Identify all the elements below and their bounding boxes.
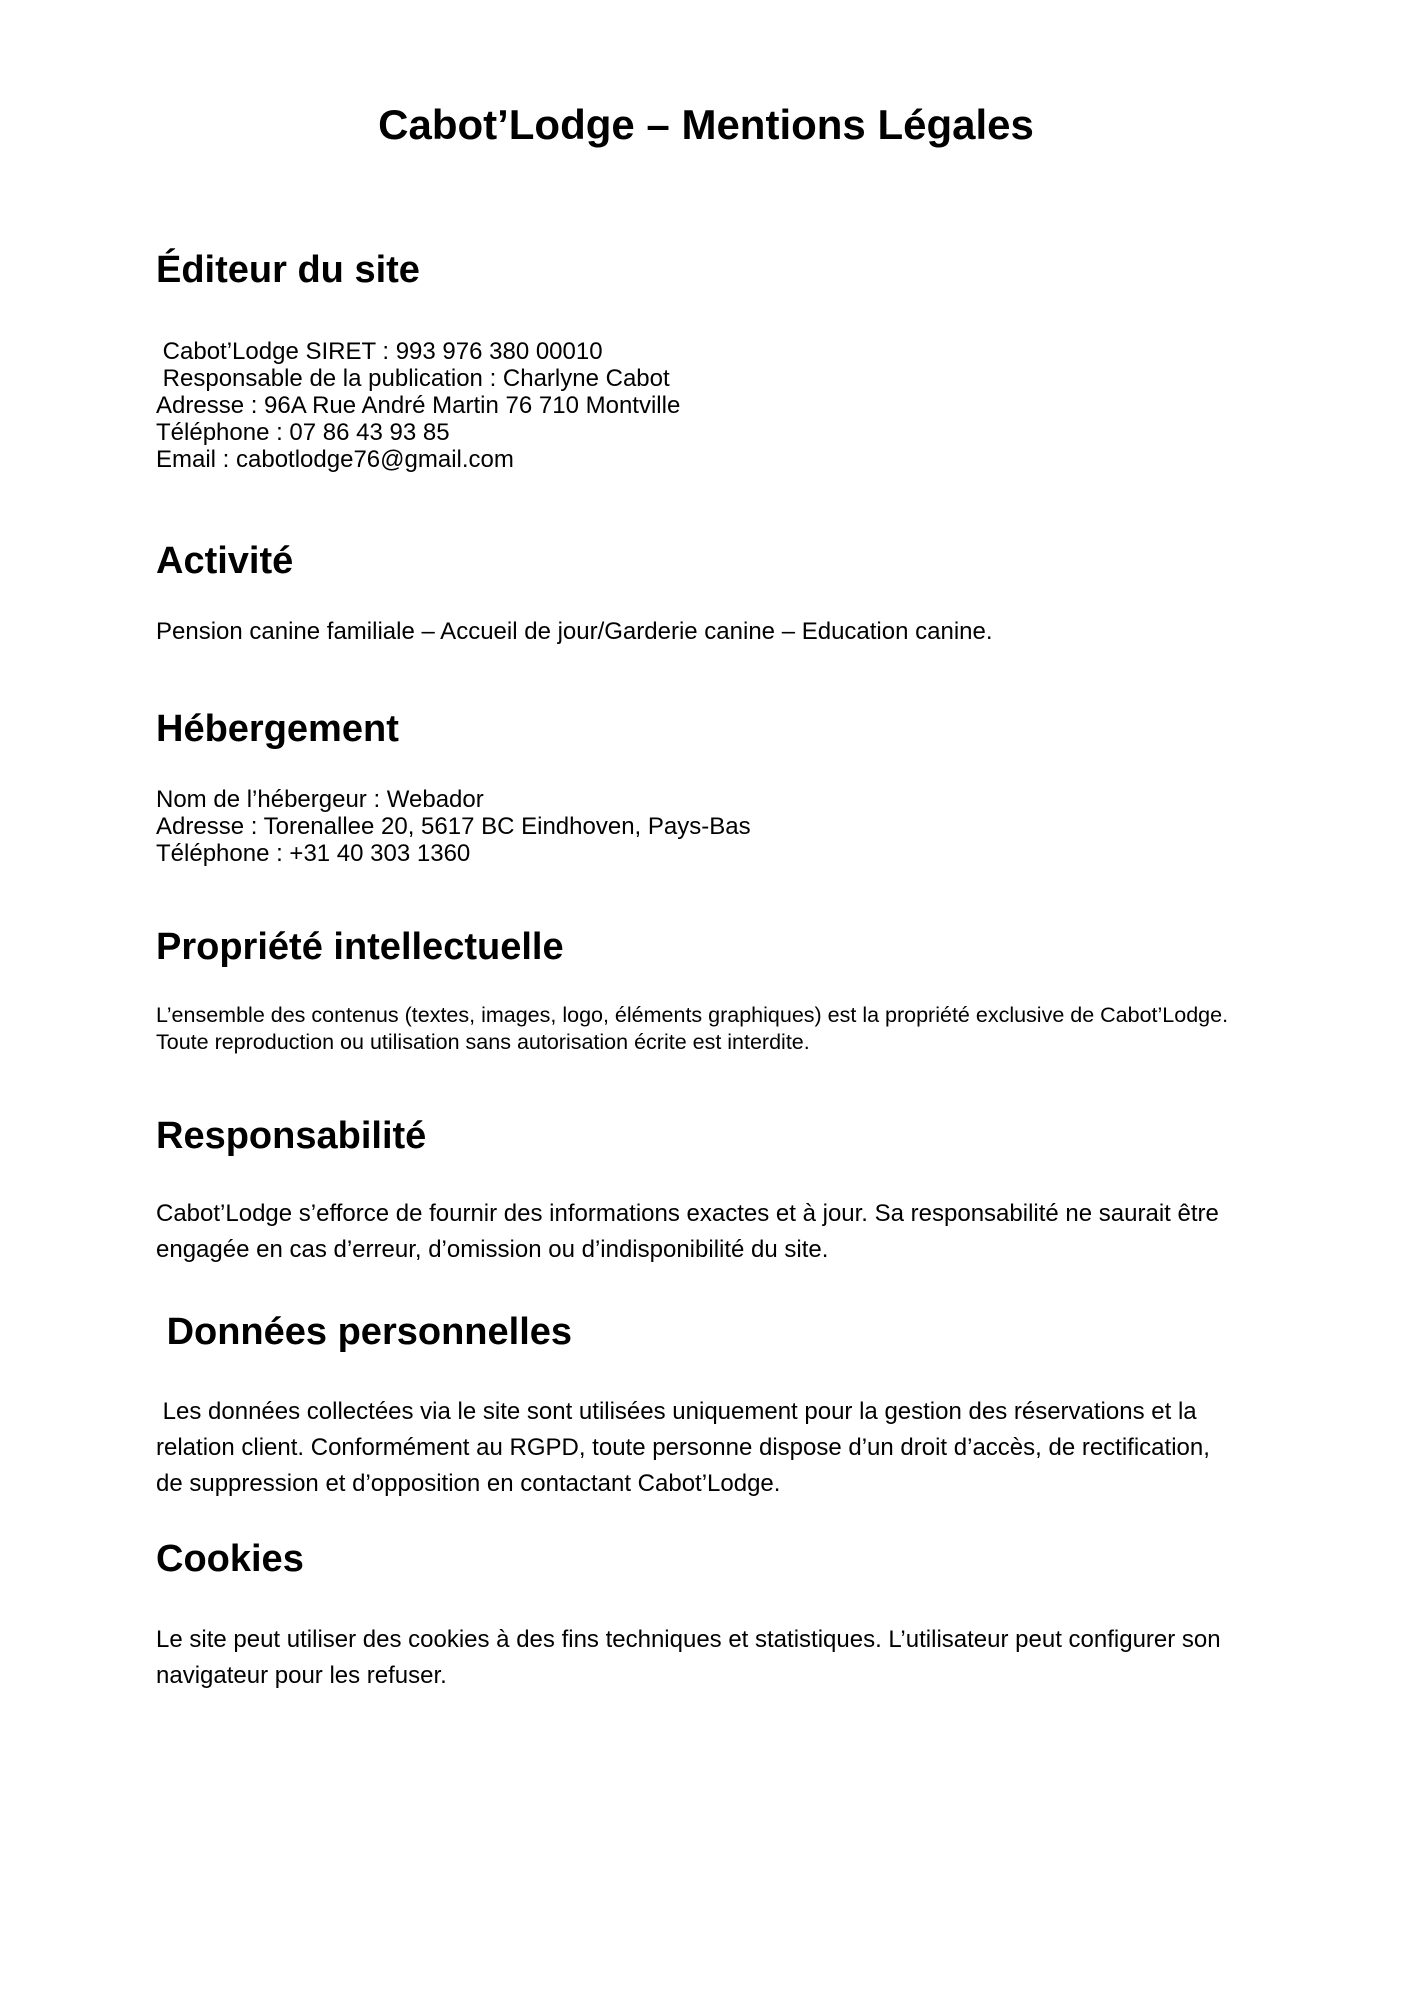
liability-paragraph-line: Cabot’Lodge s’efforce de fournir des informations exactes et à jour. Sa responsabilité ne saurait être bbox=[156, 1200, 1219, 1227]
cookies-paragraph-line: Le site peut utiliser des cookies à des fins techniques et statistiques. L’utilisateur peut configurer son bbox=[156, 1626, 1221, 1653]
section-heading-responsabilite: Responsabilité bbox=[156, 1115, 427, 1157]
section-body-propriete bbox=[156, 1002, 1256, 1056]
section-heading-propriete: Propriété intellectuelle bbox=[156, 926, 564, 968]
section-heading-activite: Activité bbox=[156, 540, 294, 582]
document-content bbox=[156, 100, 1256, 1694]
gdpr-paragraph-line: de suppression et d’opposition en contactant Cabot’Lodge. bbox=[156, 1470, 781, 1497]
section-activite bbox=[156, 538, 1256, 645]
section-body-hebergement bbox=[156, 786, 1256, 867]
section-responsabilite bbox=[156, 1113, 1256, 1268]
host-phone-line: Téléphone : +31 40 303 1360 bbox=[156, 840, 471, 867]
cookies-paragraph-line: navigateur pour les refuser. bbox=[156, 1662, 447, 1689]
section-body-editeur bbox=[156, 338, 1256, 473]
email-line: Email : cabotlodge76@gmail.com bbox=[156, 446, 514, 473]
host-address-line: Adresse : Torenallee 20, 5617 BC Eindhoven, Pays-Bas bbox=[156, 813, 751, 840]
section-hebergement bbox=[156, 706, 1256, 867]
publication-manager-line: Responsable de la publication : Charlyne Cabot bbox=[156, 365, 670, 392]
activity-line: Pension canine familiale – Accueil de jour/Garderie canine – Education canine. bbox=[156, 618, 993, 645]
gdpr-paragraph-line: relation client. Conformément au RGPD, toute personne dispose d’un droit d’accès, de rectification, bbox=[156, 1434, 1210, 1461]
section-editeur-du-site bbox=[156, 247, 1256, 473]
section-heading-editeur: Éditeur du site bbox=[156, 249, 420, 291]
ip-paragraph-line: L’ensemble des contenus (textes, images, logo, éléments graphiques) est la propriété exclusive de Cabot’Lodge. bbox=[156, 1003, 1229, 1027]
section-body-responsabilite bbox=[156, 1196, 1256, 1268]
section-heading-donnees: Données personnelles bbox=[156, 1311, 573, 1353]
section-body-activite bbox=[156, 618, 1256, 645]
document-title: Cabot’Lodge – Mentions Légales bbox=[378, 101, 1034, 148]
address-line: Adresse : 96A Rue André Martin 76 710 Montville bbox=[156, 392, 681, 419]
section-body-donnees bbox=[156, 1394, 1256, 1502]
ip-paragraph-line: Toute reproduction ou utilisation sans autorisation écrite est interdite. bbox=[156, 1030, 810, 1054]
gdpr-paragraph-line: Les données collectées via le site sont utilisées uniquement pour la gestion des réservations et la bbox=[156, 1398, 1197, 1425]
section-heading-hebergement: Hébergement bbox=[156, 708, 399, 750]
host-name-line: Nom de l’hébergeur : Webador bbox=[156, 786, 484, 813]
section-donnees-personnelles bbox=[156, 1309, 1256, 1502]
section-propriete-intellectuelle bbox=[156, 924, 1256, 1056]
section-body-cookies bbox=[156, 1622, 1256, 1694]
siret-line: Cabot’Lodge SIRET : 993 976 380 00010 bbox=[156, 338, 603, 365]
section-heading-cookies: Cookies bbox=[156, 1538, 304, 1580]
section-cookies bbox=[156, 1536, 1256, 1694]
phone-line: Téléphone : 07 86 43 93 85 bbox=[156, 419, 450, 446]
liability-paragraph-line: engagée en cas d’erreur, d’omission ou d’indisponibilité du site. bbox=[156, 1236, 829, 1263]
